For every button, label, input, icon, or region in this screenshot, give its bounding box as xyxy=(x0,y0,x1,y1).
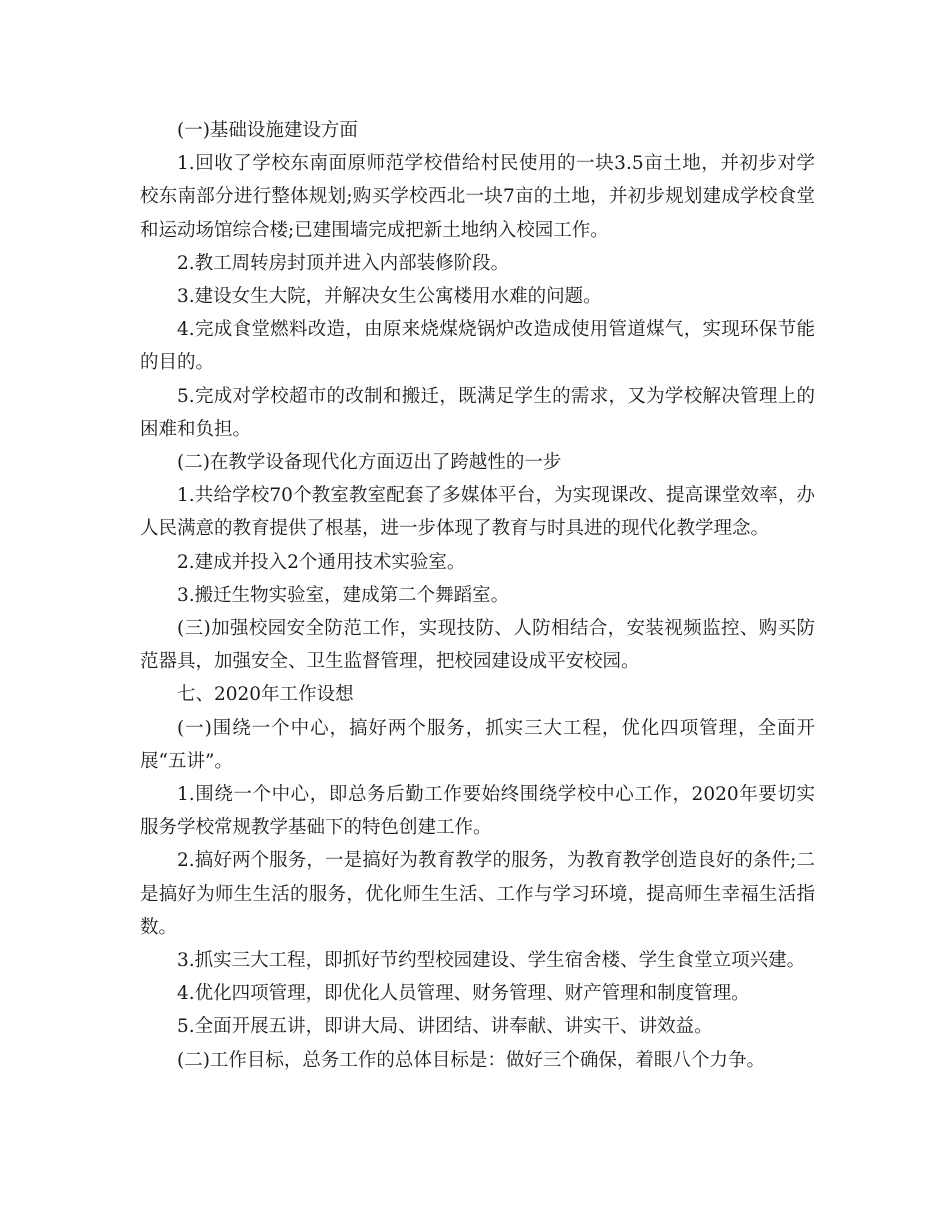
paragraph: 4.完成食堂燃料改造，由原来烧煤烧锅炉改造成使用管道煤气，实现环保节能的目的。 xyxy=(140,319,815,374)
paragraph: 2.建成并投入2个通用技术实验室。 xyxy=(177,551,466,573)
paragraph: 2.搞好两个服务，一是搞好为教育教学的服务，为教育教学创造良好的条件;二是搞好为师生生活的服务，优化师生生活、工作与学习环境，提高师生幸福生活指数。 xyxy=(140,850,815,938)
paragraph-heading-goals: (二)工作目标，总务工作的总体目标是：做好三个确保，着眼八个力争。 xyxy=(177,1049,765,1071)
paragraph-heading-center: (一)围绕一个中心，搞好两个服务，抓实三大工程，优化四项管理，全面开展“五讲”。 xyxy=(140,717,815,772)
paragraph: 2.教工周转房封顶并进入内部装修阶段。 xyxy=(177,252,510,274)
paragraph: 5.完成对学校超市的改制和搬迁，既满足学生的需求，又为学校解决管理上的困难和负担。 xyxy=(140,385,815,440)
paragraph: 5.全面开展五讲，即讲大局、讲团结、讲奉献、讲实干、讲效益。 xyxy=(177,1016,713,1038)
paragraph: 3.建设女生大院，并解决女生公寓楼用水难的问题。 xyxy=(177,286,602,308)
document-body xyxy=(140,114,815,1077)
paragraph: 3.抓实三大工程，即抓好节约型校园建设、学生宿舍楼、学生食堂立项兴建。 xyxy=(177,950,806,972)
paragraph: 3.搬迁生物实验室，建成第二个舞蹈室。 xyxy=(177,584,510,606)
paragraph: 1.回收了学校东南面原师范学校借给村民使用的一块3.5亩土地，并初步对学校东南部分进行整体规划;购买学校西北一块7亩的土地，并初步规划建成学校食堂和运动场馆综合楼;已建围墙完成把新土地纳入校园工作。 xyxy=(140,153,815,241)
paragraph-heading-safety: (三)加强校园安全防范工作，实现技防、人防相结合，安装视频监控、购买防范器具，加强安全、卫生监督管理，把校园建设成平安校园。 xyxy=(140,618,815,673)
paragraph-heading-equipment: (二)在教学设备现代化方面迈出了跨越性的一步 xyxy=(177,452,562,474)
paragraph: 4.优化四项管理，即优化人员管理、财务管理、财产管理和制度管理。 xyxy=(177,983,750,1005)
section-heading-plan-2020: 七、2020年工作设想 xyxy=(177,684,354,706)
paragraph: 1.共给学校70个教室教室配套了多媒体平台，为实现课改、提高课堂效率，办人民满意的教育提供了根基，进一步体现了教育与时具进的现代化教学理念。 xyxy=(140,485,815,540)
paragraph: 1.围绕一个中心，即总务后勤工作要始终围绕学校中心工作，2020年要切实服务学校常规教学基础下的特色创建工作。 xyxy=(140,784,815,839)
paragraph-heading-infrastructure: (一)基础设施建设方面 xyxy=(177,120,358,141)
